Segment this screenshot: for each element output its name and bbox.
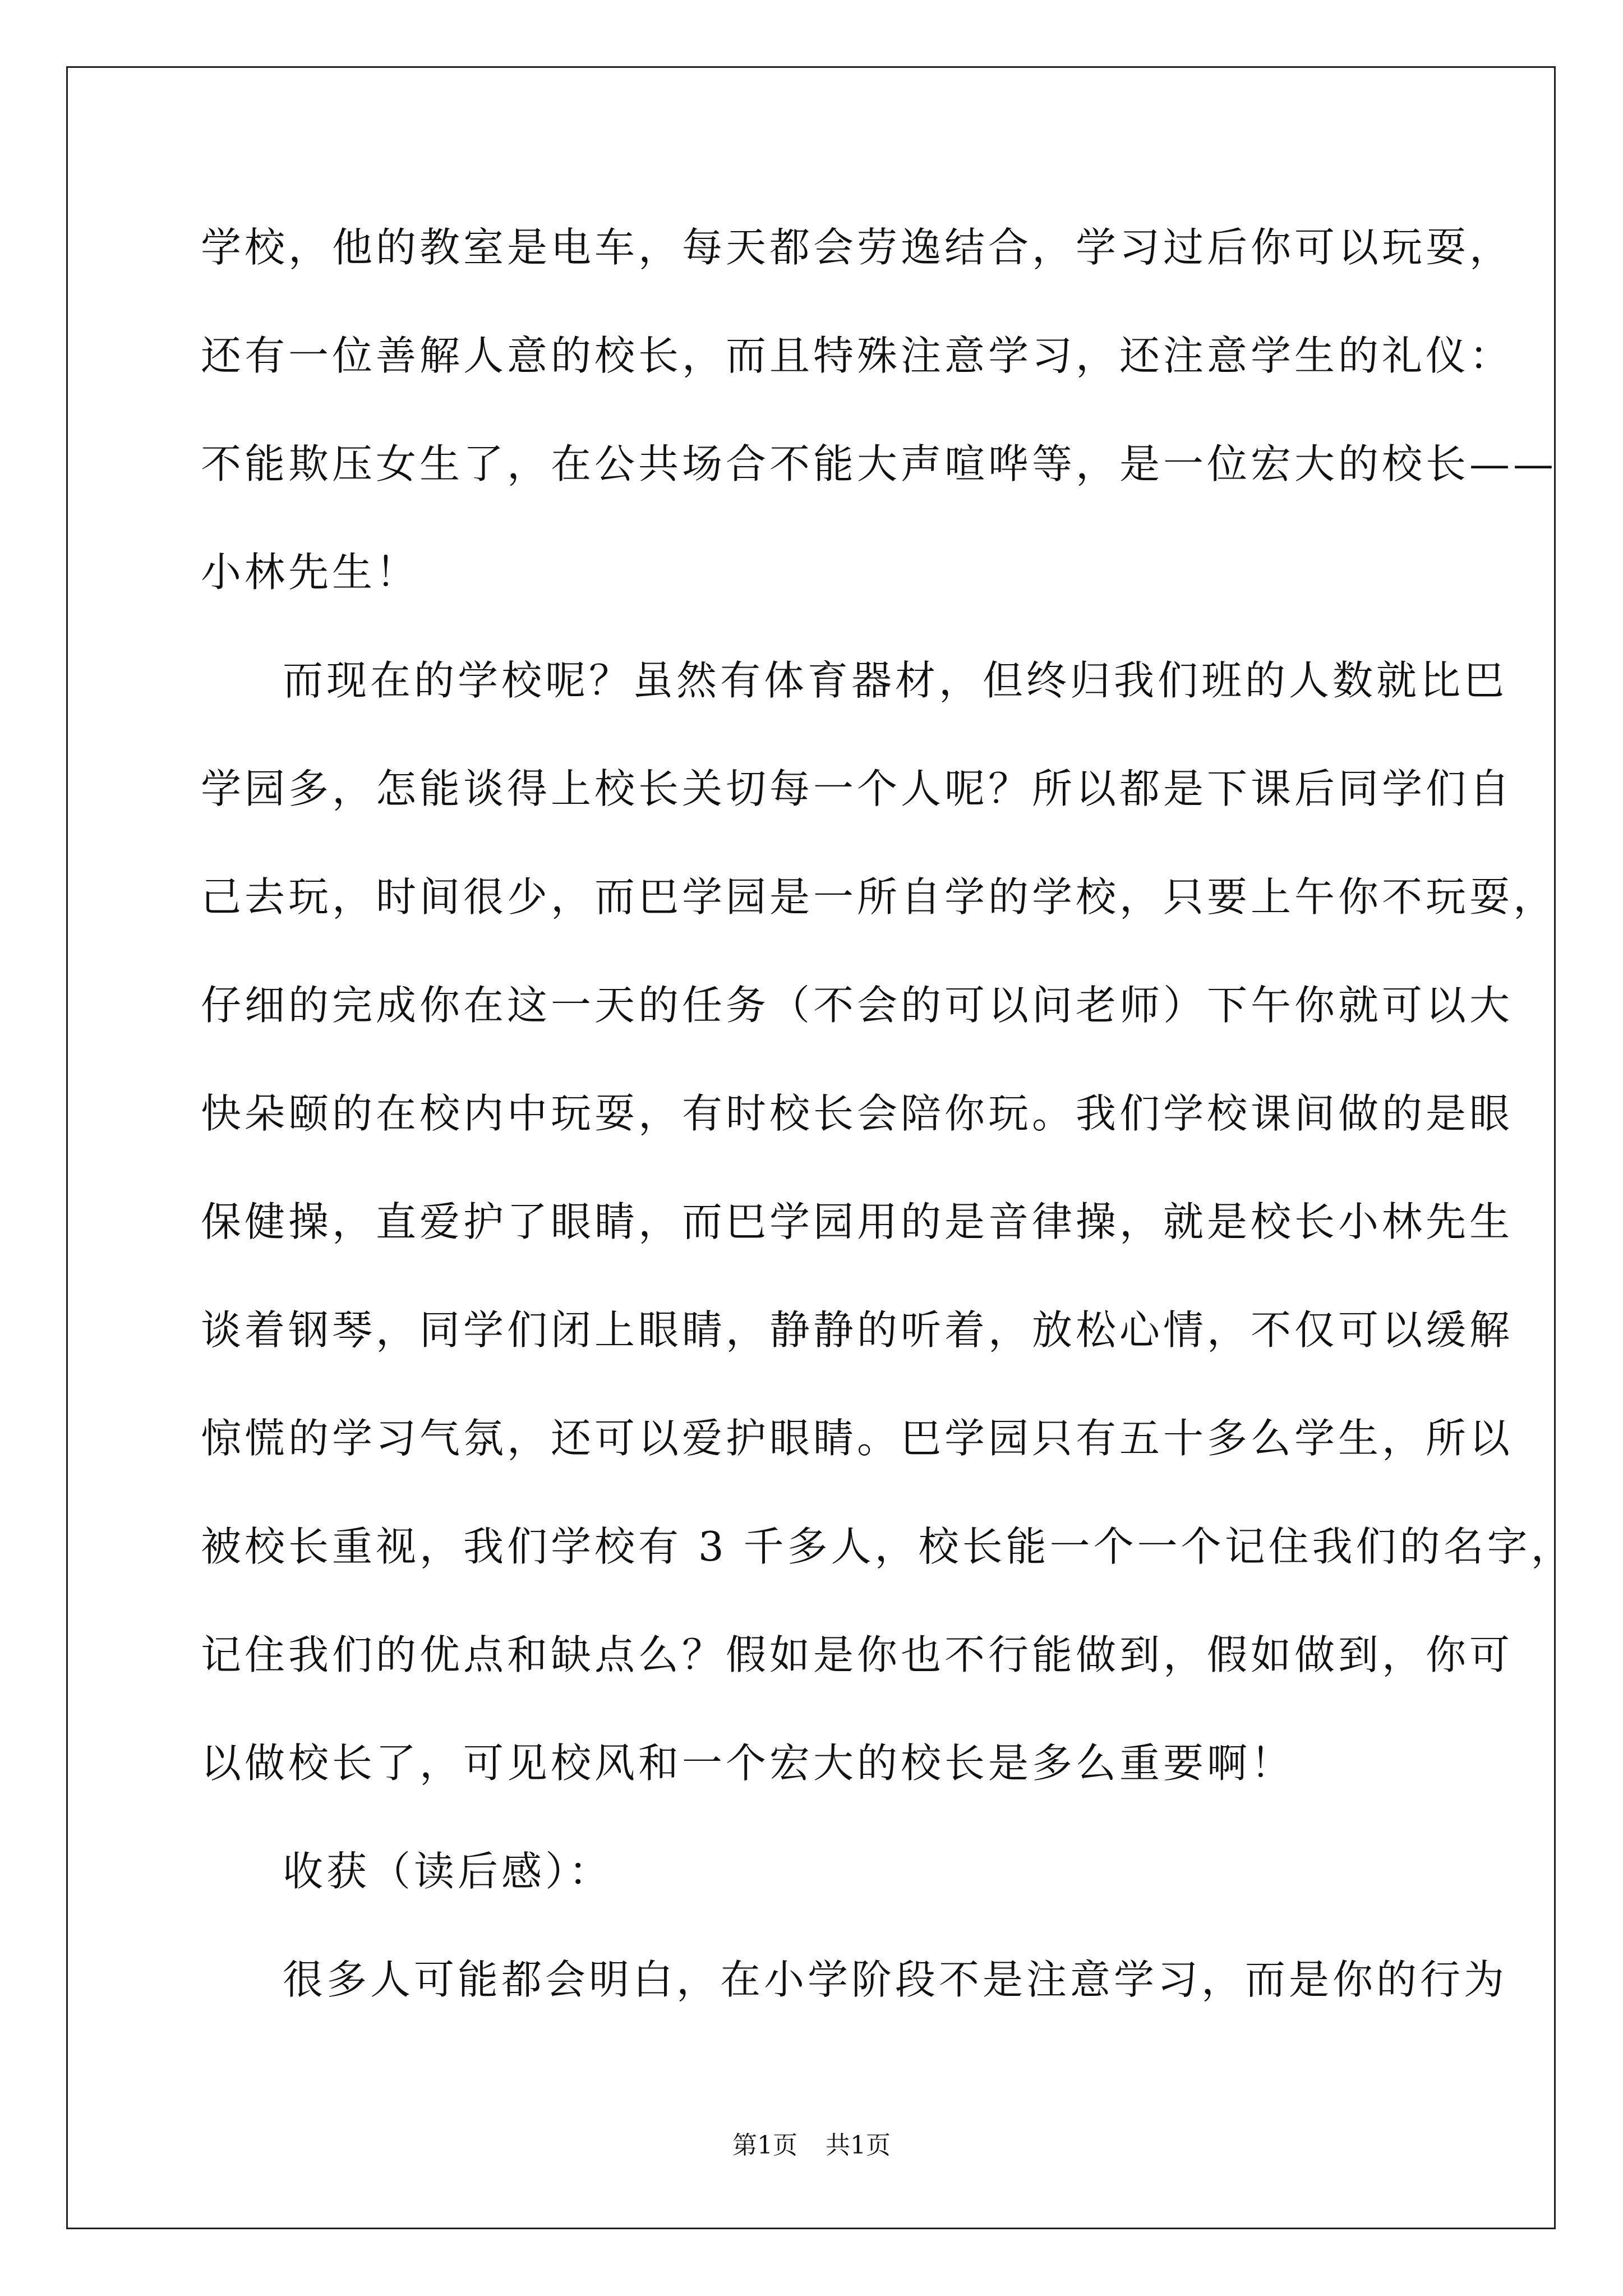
text-line-9: 快朵颐的在校内中玩耍，有时校长会陪你玩。我们学校课间做的是眼 [201,1090,1514,1137]
text-line-12: 惊慌的学习气氛，还可以爱护眼睛。巴学园只有五十多么学生，所以 [201,1415,1514,1462]
text-line-15: 以做校长了，可见校风和一个宏大的校长是多么重要啊！ [201,1740,1295,1787]
text-line-1: 学校，他的教室是电车，每天都会劳逸结合，学习过后你可以玩耍， [201,224,1514,271]
page-number: 第1页 [732,2131,797,2160]
text-line-11: 谈着钢琴，同学们闭上眼睛，静静的听着，放松心情，不仅可以缓解 [201,1306,1514,1354]
page-footer [0,2129,1623,2162]
text-line-13: 被校长重视，我们学校有 3 千多人，校长能一个一个记住我们的名字， [201,1523,1575,1570]
text-line-4: 小林先生！ [201,549,420,596]
text-line-10: 保健操，直爱护了眼睛，而巴学园用的是音律操，就是校长小林先生 [201,1198,1514,1245]
document-body [201,194,1575,2034]
text-line-7: 己去玩，时间很少，而巴学园是一所自学的学校，只要上午你不玩耍， [201,873,1557,921]
text-line-6: 学园多，怎能谈得上校长关切每一个人呢？所以都是下课后同学们自 [201,765,1514,812]
text-line-2: 还有一位善解人意的校长，而且特殊注意学习，还注意学生的礼仪： [201,332,1514,379]
page-total: 共1页 [826,2131,891,2160]
text-line-3: 不能欺压女生了，在公共场合不能大声喧哗等，是一位宏大的校长—— [201,440,1557,487]
text-line-16: 收获（读后感）： [283,1848,613,1895]
text-line-14: 记住我们的优点和缺点么？假如是你也不行能做到，假如做到，你可 [201,1631,1514,1678]
text-line-5: 而现在的学校呢？虽然有体育器材，但终归我们班的人数就比巴 [283,657,1508,704]
text-line-17: 很多人可能都会明白，在小学阶段不是注意学习，而是你的行为 [283,1956,1508,2003]
text-line-8: 仔细的完成你在这一天的任务（不会的可以问老师）下午你就可以大 [201,982,1514,1029]
